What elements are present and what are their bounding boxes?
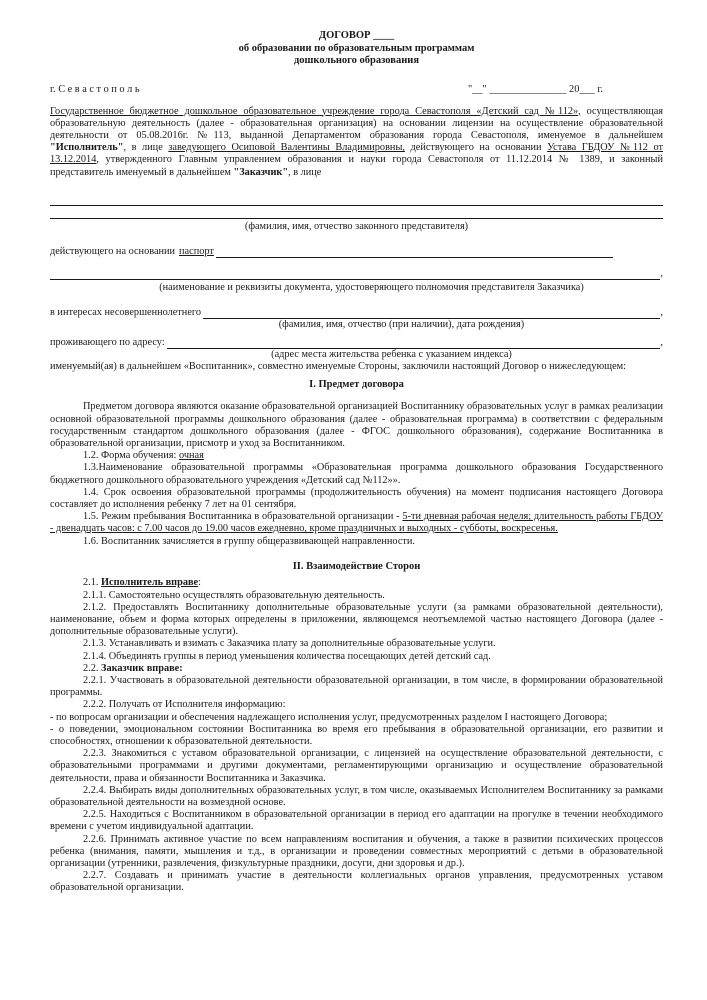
clause-2-1-1: 2.1.1. Самостоятельно осуществлять образовательную деятельность.: [83, 589, 385, 601]
minor-label: в интересах несовершеннолетнего: [50, 306, 202, 318]
minor-row: в интересах несовершеннолетнего ,: [50, 306, 663, 318]
section-2-title: II. Взаимодействие Сторон: [292, 560, 421, 572]
contract-date: "__" _______________ 20___ г.: [467, 83, 603, 95]
address-label: проживающего по адресу:: [50, 336, 165, 348]
representative-line-1[interactable]: [50, 193, 663, 206]
clause-2-2-5: 2.2.5. Находиться с Воспитанником в образовательной организации в период его адаптации на прогулке в течении необходимого времени с учетом индивидуальной адаптации.: [50, 809, 663, 833]
executor-name: Государственное бюджетное дошкольное образовательное учреждение города Севастополя «Детский сад №112»,: [50, 105, 581, 117]
clause-1-3: 1.3.Наименование образовательной программы «Образовательная программа дошкольного образования Государственного бюджетного дошкольного образовательного учреждения «Детский сад №112»».: [50, 462, 663, 486]
clause-2-2-2: 2.2.2. Получать от Исполнителя информацию:: [83, 699, 286, 711]
clause-2-2-7: 2.2.7. Создавать и принимать участие в деятельности коллегиальных органов управления, предусмотренных уставом образовательной организации.: [50, 870, 663, 894]
pupil-clause: именуемый(ая) в дальнейшем «Воспитанник», совместно именуемые Стороны, заключили настоящий Договор о нижеследующем:: [50, 360, 627, 372]
document-row: ,: [50, 268, 663, 280]
place-date-row: [50, 84, 663, 96]
doc-title: ДОГОВОР ____: [318, 30, 395, 41]
city: г. С е в а с т о п о л ь: [50, 83, 140, 95]
basis-row: [50, 246, 663, 258]
child-caption: (фамилия, имя, отчество (при наличии), дата рождения): [278, 318, 525, 330]
clause-2-2-1: 2.2.1. Участвовать в образовательной деятельности образовательной организации, в том числе, в формировании образовательной программы.: [50, 674, 663, 699]
doc-subtitle-1: об образовании по образовательным программам: [238, 42, 475, 54]
clause-2-2-4: 2.2.4. Выбирать виды дополнительных образовательных услуг, в том числе, оказываемых Исполнителем Воспитаннику за рамками образовательной деятельности на возмездной основе.: [50, 784, 663, 809]
clause-2-2-2-a: - по вопросам организации и обеспечения надлежащего исполнения услуг, предусмотренных разделом I настоящего Договора;: [50, 711, 608, 723]
address-line[interactable]: [167, 337, 661, 349]
clause-2-1-3: 2.1.3. Устанавливать и взимать с Заказчика плату за дополнительные образовательные услуги.: [83, 638, 496, 650]
clause-1-4: 1.4. Срок освоения образовательной программы (продолжительность обучения) на момент подписания настоящего Договора составляет до исполнения ребенку 7 лет на 01 сентября.: [50, 486, 663, 511]
clause-1-6: 1.6. Воспитанник зачисляется в группу общеразвивающей направленности.: [83, 535, 415, 547]
doc-subtitle-2: дошкольного образования: [293, 55, 419, 66]
address-caption: (адрес места жительства ребенка с указанием индекса): [271, 348, 512, 360]
document-caption: (наименование и реквизиты документа, удостоверяющего полномочия представителя Заказчика): [159, 281, 584, 293]
clause-1-2: 1.2. Форма обучения: очная: [83, 450, 204, 462]
basis-line[interactable]: [216, 246, 613, 258]
clause-2-1-2: 2.1.2. Предоставлять Воспитаннику дополнительные образовательные услуги (за рамками образовательной деятельности), наименование, объем и форма которых определены в приложении, являющемся неотъемлемой частью настоящего Договора (далее - дополнительные образовательные услуги).: [50, 601, 663, 638]
representative-line-2[interactable]: [50, 206, 663, 219]
basis-value: паспорт: [179, 245, 214, 257]
clause-2-2-3: 2.2.3. Знакомиться с уставом образовательной организации, с лицензией на осуществление образовательной деятельности, с образовательными программами и другими документами, регламентирующими организацию и осуществление образовательной деятельности, права и обязанности Воспитанника и Заказчика.: [50, 748, 663, 784]
address-row: проживающего по адресу: ,: [50, 336, 663, 348]
basis-label: действующего на основании: [50, 245, 176, 257]
clause-1-1: Предметом договора являются оказание образовательной организацией Воспитаннику образовательных услуг в рамках реализации основной образовательной программы дошкольного образования (далее - образовательная программа) в соответствии с федеральным государственным стандартом дошкольного образования (далее - ФГОС дошкольного образования), содержание Воспитанника в образовательной организации, присмотр и уход за Воспитанником.: [50, 401, 663, 450]
fio-caption: (фамилия, имя, отчество законного представителя): [244, 220, 469, 232]
clause-2-2: 2.2. Заказчик вправе:: [83, 662, 183, 674]
minor-line[interactable]: [203, 307, 660, 319]
clause-2-1-4: 2.1.4. Объединять группы в период уменьшения количества посещающих детей детский сад.: [83, 650, 491, 662]
document-line[interactable]: [50, 268, 660, 280]
intro-paragraph: Государственное бюджетное дошкольное образовательное учреждение города Севастополя «Детский сад №112», осуществляющая образовательную деятельность (далее - образовательная организация) на основании лицензии на осуществление образовательной деятельности от 05.08.2016г. №113, выданной Департаментом образования города Севастополя, именуемое в дальнейшем "Исполнитель", в лице заведующего Осиповой Валентины Владимировны, действующего на основании Устава ГБДОУ №112 от 13.12.2014, утвержденного Главным управлением образования и науки города Севастополя от 11.12.2014 № 1389, и законный представитель именуемый в дальнейшем "Заказчик", в лице: [50, 105, 663, 178]
clause-2-2-6: 2.2.6. Принимать активное участие по всем направлениям воспитания и обучения, а также в развитии психических процессов ребенка (внимания, памяти, мышления и т.д., в организации и проведении совместных мероприятий с детьми в образовательной организации (утренники, развлечения, физкультурные праздники, досуги, дни здоровья и др.).: [50, 833, 663, 870]
clause-1-5: 1.5. Режим пребывания Воспитанника в образовательной организации - 5-ти дневная рабочая неделя; длительность работы ГБДОУ - двенадцать часов: с 7.00 часов до 19.00 часов ежедневно, кроме праздничных и выходных - субботы, воскресенья.: [50, 511, 663, 535]
section-1-title: I. Предмет договора: [309, 378, 404, 390]
clause-2-2-2-b: - о поведении, эмоциональном состоянии Воспитанника во время его пребывания в образовательной организации, его развитии и способностях, отношении к образовательной деятельности.: [50, 723, 663, 747]
clause-2-1: 2.1. Исполнитель вправе:: [83, 577, 201, 589]
